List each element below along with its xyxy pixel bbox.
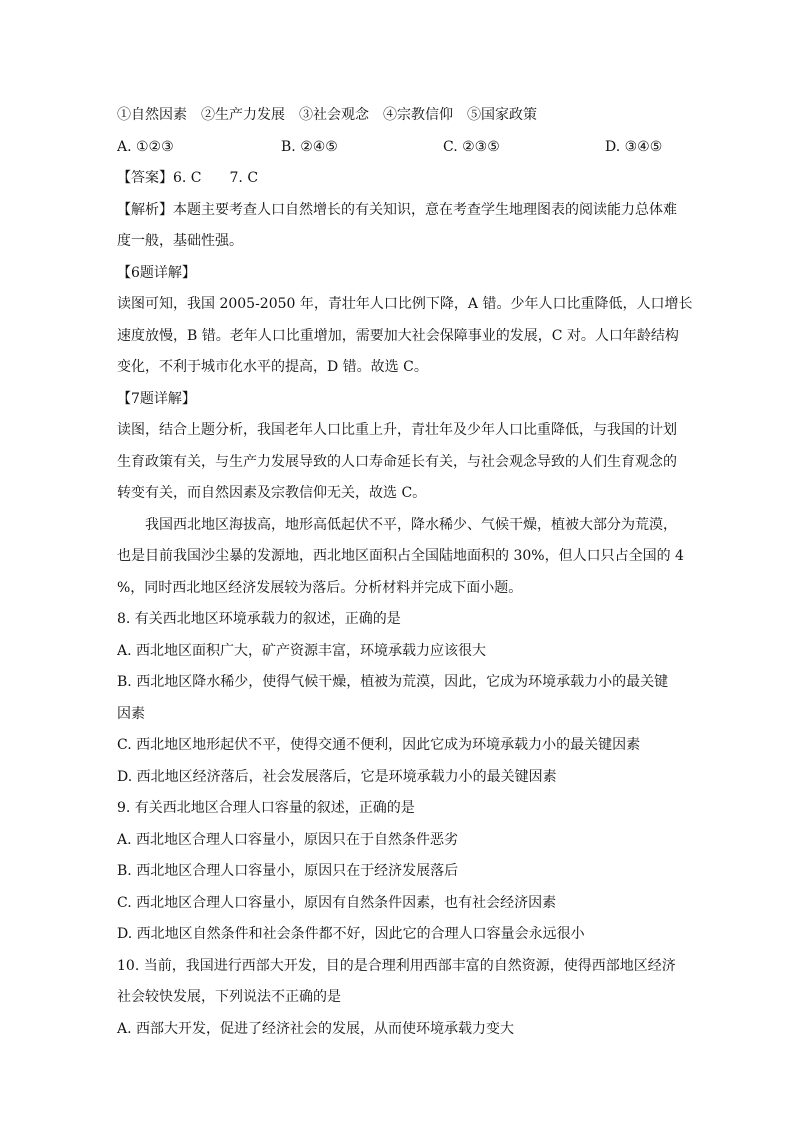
q9-option-a: A. 西北地区合理人口容量小，原因只在于自然条件恶劣 <box>117 831 459 848</box>
passage-line-1: 我国西北地区海拔高，地形高低起伏不平，降水稀少、气候干燥，植被大部分为荒漠， <box>145 516 677 533</box>
q8-option-c: C. 西北地区地形起伏不平，使得交通不便利，因此它成为环境承载力小的最关键因素 <box>117 737 641 753</box>
q7-detail-line-1: 读图，结合上题分析，我国老年人口比重上升，青壮年及少年人口比重降低，与我国的计划 <box>117 422 677 438</box>
q8-option-a: A. 西北地区面积广大，矿产资源丰富，环境承载力应该很大 <box>117 642 487 659</box>
q8-option-b-line-1: B. 西北地区降水稀少，使得气候干燥，植被为荒漠，因此，它成为环境承载力小的最关键 <box>117 674 669 690</box>
q7-options <box>117 132 675 164</box>
option-c: C. ②③⑤ <box>443 138 500 155</box>
q9-stem: 9. 有关西北地区合理人口容量的叙述，正确的是 <box>117 800 415 816</box>
option-d: D. ③④⑤ <box>605 138 663 155</box>
q7-detail-header: 【7题详解】 <box>117 390 196 407</box>
factors-list: ①自然因素 ②生产力发展 ③社会观念 ④宗教信仰 ⑤国家政策 <box>117 107 537 123</box>
q7-detail-line-3: 转变有关，而自然因素及宗教信仰无关，故选 C。 <box>117 485 427 501</box>
q9-option-c: C. 西北地区合理人口容量小，原因有自然条件因素，也有社会经济因素 <box>117 894 557 911</box>
q8-option-d: D. 西北地区经济落后，社会发展落后，它是环境承载力小的最关键因素 <box>117 768 557 785</box>
q10-stem-line-2: 社会较快发展，下列说法不正确的是 <box>117 989 341 1005</box>
q7-detail-line-2: 生育政策有关，与生产力发展导致的人口寿命延长有关，与社会观念导致的人们生育观念的 <box>117 453 677 470</box>
q8-option-b-line-2: 因素 <box>117 705 145 722</box>
q10-option-a: A. 西部大开发，促进了经济社会的发展，从而使环境承载力变大 <box>117 1020 515 1037</box>
q6-detail-header: 【6题详解】 <box>117 264 196 281</box>
option-a: A. ①②③ <box>117 138 174 155</box>
q8-stem: 8. 有关西北地区环境承载力的叙述，正确的是 <box>117 611 401 627</box>
q9-option-d: D. 西北地区自然条件和社会条件都不好，因此它的合理人口容量会永远很小 <box>117 926 585 942</box>
q6-detail-line-2: 速度放慢，B 错。老年人口比重增加，需要加大社会保障事业的发展，C 对。人口年龄结构 <box>117 327 679 344</box>
q9-option-b: B. 西北地区合理人口容量小，原因只在于经济发展落后 <box>117 863 459 879</box>
option-b: B. ②④⑤ <box>281 138 338 155</box>
q6-detail-line-1: 读图可知，我国 2005-2050 年，青壮年人口比例下降，A 错。少年人口比重降低，人口增长 <box>117 296 693 312</box>
page-content <box>117 100 693 1045</box>
analysis-line-1: 【解析】本题主要考查人口自然增长的有关知识，意在考查学生地理图表的阅读能力总体难 <box>117 201 677 218</box>
analysis-line-2: 度一般，基础性强。 <box>117 233 243 249</box>
passage-line-3: %，同时西北地区经济发展较为落后。分析材料并完成下面小题。 <box>117 579 523 596</box>
q6-detail-line-3: 变化，不利于城市化水平的提高，D 错。故选 C。 <box>117 359 428 375</box>
answer-line: 【答案】6. C 7. C <box>117 170 259 186</box>
q10-stem-line-1: 10. 当前，我国进行西部大开发，目的是合理利用西部丰富的自然资源，使得西部地区经济 <box>117 957 676 974</box>
passage-line-2: 也是目前我国沙尘暴的发源地，西北地区面积占全国陆地面积的 30%，但人口只占全国的 4 <box>117 548 684 564</box>
